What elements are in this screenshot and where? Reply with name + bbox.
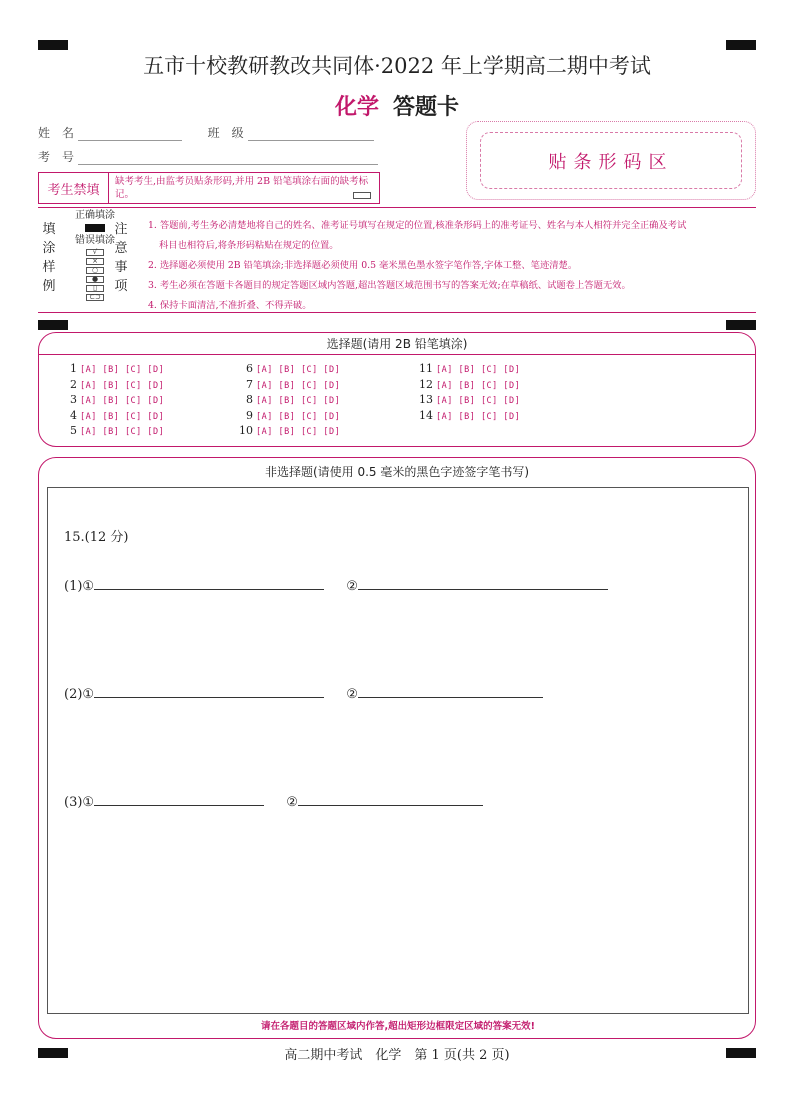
notes-panel (38, 207, 756, 313)
notes-vertical-label: 注 意 事 项 (114, 222, 128, 294)
number-label: 考 号 (38, 150, 75, 164)
circle-two-label: ② (346, 579, 358, 594)
choice-options[interactable]: [A] [B] [C] [D] (80, 427, 165, 437)
choice-section (38, 332, 756, 447)
answer-area-warning: 请在各题目的答题区域内作答,超出矩形边框限定区域的答案无效! (261, 1021, 535, 1032)
part3-answer-2[interactable] (298, 794, 483, 806)
nonchoice-section-title: 非选择题(请使用 0.5 毫米的黑色字迹签字笔书写) (264, 465, 530, 479)
choice-question-number: 5 (70, 424, 77, 437)
choice-question (239, 362, 340, 375)
choice-options[interactable]: [A] [B] [C] [D] (436, 380, 521, 391)
choice-options[interactable]: [A] [B] [C] [D] (80, 380, 165, 391)
registration-mark (726, 320, 756, 330)
answer-frame (47, 487, 749, 1014)
choice-question-number: 9 (246, 408, 253, 422)
choice-grid (39, 355, 755, 445)
part1-answer-1[interactable] (94, 578, 324, 590)
choice-options[interactable]: [A] [B] [C] [D] (256, 411, 341, 422)
wrong-fill-sample: ● (86, 276, 104, 283)
circle-two-label: ② (286, 795, 298, 810)
choice-question (63, 378, 164, 391)
note-item: 2. 选择题必须使用 2B 铅笔填涂;非选择题必须使用 0.5 毫米黑色墨水签字笔作答,字体工整、笔迹清楚。 (148, 260, 578, 271)
choice-question (419, 378, 520, 391)
choice-question (63, 393, 164, 406)
subject-name: 化学 (334, 94, 379, 120)
wrong-fill-label: 错误填涂 (75, 235, 115, 246)
number-field[interactable] (78, 153, 378, 165)
missing-exam-box (38, 172, 380, 204)
registration-mark (38, 320, 68, 330)
missing-exam-text: 缺考考生,由监考员贴条形码,并用 2B 铅笔填涂右面的缺考标记。 (115, 176, 369, 200)
fill-example-vertical-label: 填 涂 样 例 (42, 222, 56, 294)
q15-part3 (64, 794, 483, 810)
choice-question-number: 3 (70, 393, 77, 406)
notes-list (148, 216, 758, 316)
note-item: 1. 答题前,考生务必清楚地将自己的姓名、准考证号填写在规定的位置,核准条形码上的准考证号、姓名与本人相符并完全正确及考试 (148, 220, 687, 231)
choice-question (63, 409, 164, 422)
exam-title: 五市十校教研教改共同体·2022 年上学期高二期中考试 (143, 54, 651, 78)
card-subtitle (0, 90, 794, 121)
choice-question-number: 12 (419, 377, 433, 391)
nonchoice-section (38, 457, 756, 1039)
choice-question-number: 14 (419, 408, 433, 422)
barcode-label: 贴条形码区 (480, 132, 742, 189)
registration-mark (726, 40, 756, 50)
choice-question (239, 409, 340, 422)
name-field[interactable] (78, 129, 182, 141)
q15-title: 15.(12 分) (64, 530, 129, 545)
registration-mark (38, 40, 68, 50)
choice-options[interactable]: [A] [B] [C] [D] (80, 365, 165, 375)
choice-question-number: 6 (246, 362, 253, 375)
choice-question (239, 378, 340, 391)
part2-label: (2)① (64, 687, 95, 702)
part2-answer-2[interactable] (358, 686, 543, 698)
part1-label: (1)① (64, 579, 95, 594)
choice-options[interactable]: [A] [B] [C] [D] (436, 411, 521, 422)
barcode-area (466, 121, 756, 200)
missing-exam-label: 考生禁填 (39, 173, 109, 203)
page-footer: 高二期中考试 化学 第 1 页(共 2 页) (284, 1048, 510, 1063)
note-item: 4. 保持卡面清洁,不准折叠、不得弄破。 (148, 300, 312, 311)
choice-question (419, 409, 520, 422)
choice-question (63, 362, 164, 375)
name-label: 姓 名 (38, 126, 75, 140)
choice-options[interactable]: [A] [B] [C] [D] (256, 427, 341, 437)
wrong-fill-sample: ○ (86, 267, 104, 274)
choice-question-number: 10 (239, 424, 253, 437)
choice-options[interactable]: [A] [B] [C] [D] (436, 396, 521, 406)
part3-label: (3)① (64, 795, 95, 810)
card-label: 答题卡 (393, 94, 460, 120)
part3-answer-1[interactable] (94, 794, 264, 806)
choice-question-number: 13 (419, 393, 433, 406)
choice-options[interactable]: [A] [B] [C] [D] (80, 396, 165, 406)
correct-fill-label: 正确填涂 (75, 210, 115, 221)
part1-answer-2[interactable] (358, 578, 608, 590)
choice-question-number: 1 (70, 362, 77, 375)
choice-options[interactable]: [A] [B] [C] [D] (80, 411, 165, 422)
note-item: 科目也相符后,将条形码粘贴在规定的位置。 (159, 240, 339, 251)
note-item: 3. 考生必须在答题卡各题目的规定答题区域内答题,超出答题区域范围书写的答案无效;在草稿纸、试题卷上答题无效。 (148, 280, 631, 291)
choice-question (419, 393, 520, 406)
choice-question-number: 4 (70, 408, 77, 422)
q15-part1 (64, 578, 608, 594)
number-row (38, 148, 378, 165)
q15-part2 (64, 686, 543, 702)
wrong-fill-sample: ⊂⊃ (86, 294, 104, 301)
wrong-fill-sample: × (86, 258, 104, 265)
choice-question-number: 11 (419, 362, 433, 375)
choice-section-title: 选择题(请用 2B 铅笔填涂) (39, 333, 755, 355)
class-label: 班 级 (207, 126, 244, 140)
choice-options[interactable]: [A] [B] [C] [D] (256, 396, 341, 406)
choice-options[interactable]: [A] [B] [C] [D] (436, 365, 521, 375)
correct-fill-sample (85, 224, 105, 232)
choice-options[interactable]: [A] [B] [C] [D] (256, 380, 341, 391)
choice-question (239, 424, 340, 437)
circle-two-label: ② (346, 687, 358, 702)
choice-question-number: 8 (246, 393, 253, 406)
wrong-fill-sample: ▯ (86, 285, 104, 292)
part2-answer-1[interactable] (94, 686, 324, 698)
choice-question-number: 7 (246, 377, 253, 391)
missing-exam-mark[interactable] (353, 192, 371, 199)
class-field[interactable] (248, 129, 374, 141)
choice-question-number: 2 (70, 377, 77, 391)
choice-question (63, 424, 164, 437)
choice-question (419, 362, 520, 375)
choice-question (239, 393, 340, 406)
name-row (38, 124, 374, 141)
wrong-fill-sample: √ (86, 249, 104, 256)
choice-options[interactable]: [A] [B] [C] [D] (256, 365, 341, 375)
